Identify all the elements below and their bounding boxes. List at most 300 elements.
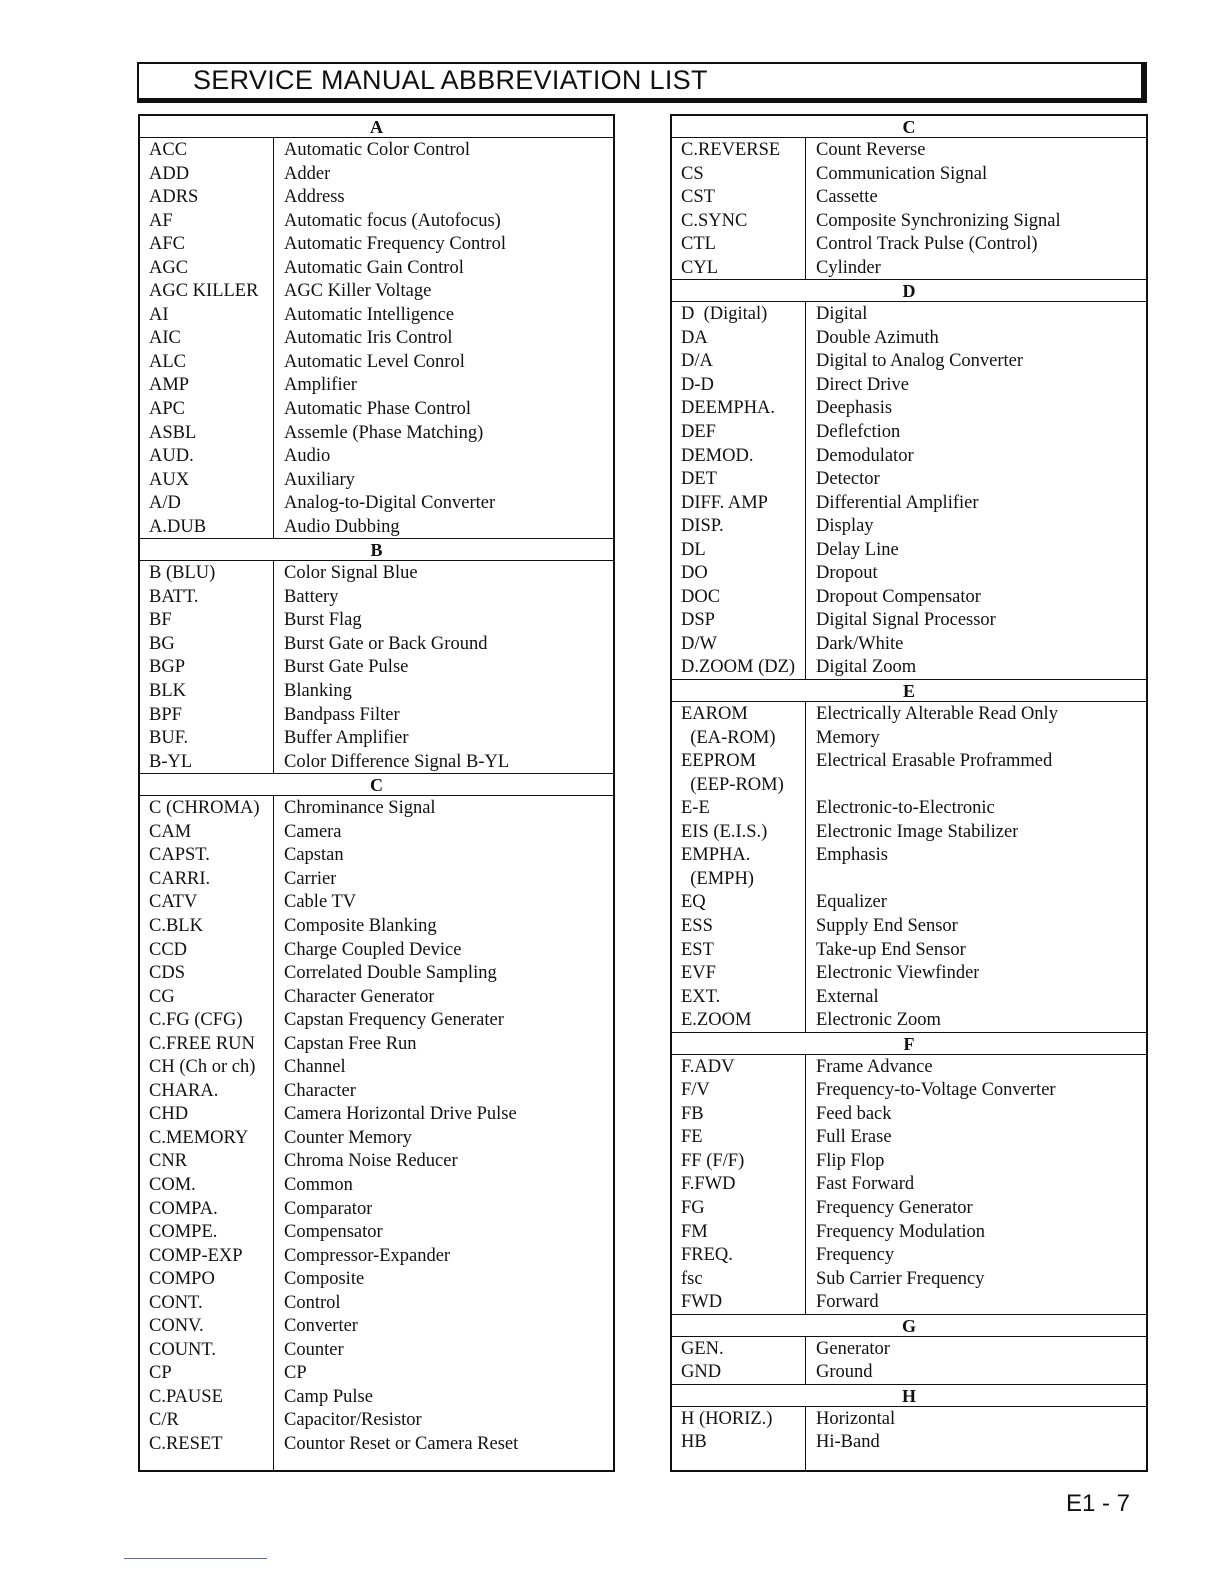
- abbreviation-meaning: Fast Forward: [816, 1174, 915, 1195]
- abbreviation-meaning: Direct Drive: [816, 374, 909, 395]
- section-d: [672, 279, 1146, 679]
- abbreviation-meaning: Character Generator: [284, 986, 435, 1007]
- abbreviation-meaning: Composite Blanking: [284, 915, 437, 936]
- abbreviation-meaning: Compensator: [284, 1222, 383, 1243]
- footer-link-line: [124, 1558, 267, 1559]
- abbreviation-row: [140, 1055, 613, 1079]
- abbreviation: DIFF. AMP: [672, 491, 806, 515]
- abbreviation-row: [140, 985, 613, 1009]
- abbreviation-row: [672, 1243, 1146, 1267]
- abbreviation-row: [672, 655, 1146, 679]
- abbreviation-meaning: Communication Signal: [816, 163, 988, 184]
- abbreviation: EXT.: [672, 985, 806, 1009]
- abbreviation-meaning: Memory: [816, 727, 880, 748]
- abbreviation: HB: [672, 1430, 806, 1454]
- abbreviation-meaning: Full Erase: [816, 1127, 892, 1148]
- abbreviation: AFC: [140, 232, 274, 256]
- abbreviation-meaning: Capstan Frequency Generater: [284, 1010, 504, 1031]
- abbreviation: (EEP-ROM): [672, 773, 806, 797]
- abbreviation: COMPO: [140, 1267, 274, 1291]
- abbreviation-row: [672, 1078, 1146, 1102]
- abbreviation-row: [140, 515, 613, 539]
- abbreviation-meaning: Auxiliary: [284, 469, 355, 490]
- abbreviation-meaning: Adder: [284, 163, 331, 184]
- abbreviation-row: [672, 349, 1146, 373]
- abbreviation: BUF.: [140, 726, 274, 750]
- abbreviation-row: [140, 867, 613, 891]
- abbreviation-row: [672, 1267, 1146, 1291]
- abbreviation-meaning: Burst Gate or Back Ground: [284, 633, 488, 654]
- abbreviation: B-YL: [140, 750, 274, 774]
- abbreviation-row: [672, 162, 1146, 186]
- abbreviation: BG: [140, 632, 274, 656]
- abbreviation: CP: [140, 1361, 274, 1385]
- abbreviation: BF: [140, 608, 274, 632]
- abbreviation-row: [672, 1172, 1146, 1196]
- abbreviation-meaning: Digital Zoom: [816, 657, 917, 678]
- abbreviation-row: [672, 1430, 1146, 1454]
- abbreviation: D/A: [672, 349, 806, 373]
- abbreviation: (EA-ROM): [672, 726, 806, 750]
- abbreviation-meaning: Automatic Color Control: [284, 140, 471, 160]
- abbreviation-meaning: Electrically Alterable Read Only: [816, 704, 1058, 725]
- abbreviation: ADRS: [140, 185, 274, 209]
- abbreviation-meaning: Burst Gate Pulse: [284, 657, 409, 678]
- abbreviation: CDS: [140, 961, 274, 985]
- abbreviation-meaning: Sub Carrier Frequency: [816, 1268, 985, 1289]
- abbreviation-row: [672, 1055, 1146, 1079]
- abbreviation: AUX: [140, 468, 274, 492]
- abbreviation: F.FWD: [672, 1172, 806, 1196]
- abbreviation-meaning: Capacitor/Resistor: [284, 1410, 422, 1431]
- abbreviation: CHD: [140, 1102, 274, 1126]
- abbreviation-meaning: Color Difference Signal B-YL: [284, 751, 510, 772]
- abbreviation-row: [140, 232, 613, 256]
- abbreviation: CTL: [672, 232, 806, 256]
- abbreviation: C/R: [140, 1408, 274, 1432]
- abbreviation-meaning: Frame Advance: [816, 1056, 933, 1077]
- abbreviation: BPF: [140, 703, 274, 727]
- abbreviation-row: [672, 796, 1146, 820]
- page-title: SERVICE MANUAL ABBREVIATION LIST: [193, 65, 708, 95]
- abbreviation: A.DUB: [140, 515, 274, 539]
- abbreviation-row: [140, 1314, 613, 1338]
- abbreviation-meaning: Composite Synchronizing Signal: [816, 210, 1061, 231]
- abbreviation-row: [140, 326, 613, 350]
- abbreviation-row: [672, 326, 1146, 350]
- abbreviation-row: [140, 726, 613, 750]
- abbreviation-meaning: Assemle (Phase Matching): [284, 422, 484, 443]
- abbreviation: COUNT.: [140, 1338, 274, 1362]
- abbreviation-meaning: Delay Line: [816, 539, 899, 560]
- section-header: C: [672, 116, 1146, 138]
- abbreviation-row: [672, 491, 1146, 515]
- abbreviation-meaning: Carrier: [284, 868, 337, 889]
- abbreviation: C.PAUSE: [140, 1385, 274, 1409]
- abbreviation-meaning: Chroma Noise Reducer: [284, 1151, 458, 1172]
- abbreviation-table-right: [670, 114, 1148, 1472]
- section-header: H: [672, 1384, 1146, 1407]
- abbreviation-meaning: Amplifier: [284, 375, 357, 396]
- abbreviation-row: [672, 890, 1146, 914]
- abbreviation: (EMPH): [672, 867, 806, 891]
- table-filler: [672, 1454, 1146, 1470]
- abbreviation-meaning: Double Azimuth: [816, 327, 939, 348]
- abbreviation-meaning: Camp Pulse: [284, 1386, 373, 1407]
- abbreviation-row: [140, 914, 613, 938]
- abbreviation: DEMOD.: [672, 444, 806, 468]
- abbreviation-meaning: Emphasis: [816, 845, 888, 866]
- abbreviation-row: [672, 1102, 1146, 1126]
- abbreviation-meaning: Electronic-to-Electronic: [816, 798, 995, 819]
- abbreviation: CATV: [140, 890, 274, 914]
- abbreviation-row: [672, 302, 1146, 326]
- abbreviation: DOC: [672, 585, 806, 609]
- abbreviation-row: [140, 303, 613, 327]
- abbreviation-meaning: Channel: [284, 1057, 346, 1078]
- abbreviation-meaning: Bandpass Filter: [284, 704, 400, 725]
- abbreviation-row: [672, 1008, 1146, 1032]
- abbreviation-row: [140, 561, 613, 585]
- page-number: E1 - 7: [1066, 1490, 1131, 1517]
- abbreviation-meaning: Electronic Zoom: [816, 1010, 941, 1031]
- abbreviation-meaning: Battery: [284, 586, 339, 607]
- abbreviation-meaning: Camera Horizontal Drive Pulse: [284, 1104, 517, 1125]
- abbreviation-row: [140, 162, 613, 186]
- abbreviation: DEEMPHA.: [672, 396, 806, 420]
- section-header: E: [672, 679, 1146, 702]
- abbreviation: CYL: [672, 256, 806, 280]
- abbreviation: fsc: [672, 1267, 806, 1291]
- abbreviation-meaning: Cable TV: [284, 892, 357, 913]
- abbreviation-row: [140, 397, 613, 421]
- abbreviation-row: [140, 491, 613, 515]
- abbreviation-meaning: Counter Memory: [284, 1127, 412, 1148]
- abbreviation: D-D: [672, 373, 806, 397]
- abbreviation: C (CHROMA): [140, 796, 274, 820]
- abbreviation-row: [140, 279, 613, 303]
- section-header: D: [672, 279, 1146, 302]
- abbreviation: A/D: [140, 491, 274, 515]
- abbreviation-meaning: Cassette: [816, 187, 878, 208]
- abbreviation-row: [140, 750, 613, 774]
- abbreviation: CONT.: [140, 1291, 274, 1315]
- abbreviation: FF (F/F): [672, 1149, 806, 1173]
- title-box: [137, 62, 1147, 103]
- abbreviation-meaning: Dropout: [816, 563, 878, 584]
- abbreviation-meaning: Burst Flag: [284, 610, 362, 631]
- abbreviation: COMPE.: [140, 1220, 274, 1244]
- abbreviation-meaning: Composite: [284, 1269, 365, 1290]
- abbreviation-meaning: Automatic Level Conrol: [284, 351, 465, 372]
- abbreviation-row: [672, 232, 1146, 256]
- abbreviation: CAM: [140, 820, 274, 844]
- abbreviation-row: [672, 1149, 1146, 1173]
- abbreviation-row: [672, 138, 1146, 162]
- abbreviation: AIC: [140, 326, 274, 350]
- abbreviation-meaning: Blanking: [284, 681, 352, 702]
- abbreviation: FB: [672, 1102, 806, 1126]
- abbreviation-row: [672, 1196, 1146, 1220]
- abbreviation-meaning: Electronic Viewfinder: [816, 963, 980, 984]
- abbreviation-row: [140, 1291, 613, 1315]
- abbreviation-row: [140, 938, 613, 962]
- abbreviation-meaning: Control Track Pulse (Control): [816, 234, 1038, 255]
- abbreviation-row: [140, 1361, 613, 1385]
- section-header: B: [140, 538, 613, 561]
- abbreviation-row: [140, 185, 613, 209]
- abbreviation: CARRI.: [140, 867, 274, 891]
- abbreviation: BATT.: [140, 585, 274, 609]
- abbreviation-meaning: Buffer Amplifier: [284, 728, 409, 749]
- abbreviation-meaning: Automatic focus (Autofocus): [284, 210, 501, 231]
- abbreviation-meaning: Analog-to-Digital Converter: [284, 493, 496, 514]
- abbreviation: EEPROM: [672, 749, 806, 773]
- abbreviation: E.ZOOM: [672, 1008, 806, 1032]
- abbreviation-meaning: External: [816, 986, 879, 1007]
- abbreviation: CH (Ch or ch): [140, 1055, 274, 1079]
- abbreviation-row: [672, 702, 1146, 726]
- abbreviation-meaning: Charge Coupled Device: [284, 939, 462, 960]
- abbreviation-row: [140, 1408, 613, 1432]
- abbreviation-meaning: Detector: [816, 469, 880, 490]
- abbreviation-meaning: Frequency-to-Voltage Converter: [816, 1080, 1056, 1101]
- abbreviation: FM: [672, 1220, 806, 1244]
- abbreviation-meaning: Frequency: [816, 1245, 895, 1266]
- section-c: [672, 116, 1146, 279]
- abbreviation-row: [672, 820, 1146, 844]
- abbreviation-meaning: Dark/White: [816, 633, 904, 654]
- section-header: F: [672, 1032, 1146, 1055]
- abbreviation-row: [672, 1407, 1146, 1431]
- abbreviation-meaning: Address: [284, 187, 345, 208]
- abbreviation-row: [672, 726, 1146, 750]
- abbreviation-meaning: Differential Amplifier: [816, 492, 979, 513]
- abbreviation-meaning: Generator: [816, 1338, 890, 1359]
- abbreviation-row: [140, 350, 613, 374]
- abbreviation: AF: [140, 209, 274, 233]
- abbreviation: AGC KILLER: [140, 279, 274, 303]
- abbreviation-meaning: Automatic Intelligence: [284, 304, 455, 325]
- abbreviation-row: [140, 703, 613, 727]
- abbreviation-meaning: Color Signal Blue: [284, 563, 418, 584]
- abbreviation-row: [140, 256, 613, 280]
- section-a: [140, 116, 613, 538]
- abbreviation-row: [140, 655, 613, 679]
- abbreviation: DL: [672, 538, 806, 562]
- abbreviation-row: [672, 396, 1146, 420]
- abbreviation-row: [140, 444, 613, 468]
- abbreviation-meaning: Horizontal: [816, 1408, 896, 1429]
- abbreviation: EVF: [672, 961, 806, 985]
- abbreviation-row: [140, 421, 613, 445]
- abbreviation-meaning: Automatic Phase Control: [284, 399, 472, 420]
- abbreviation-meaning: Dropout Compensator: [816, 586, 981, 607]
- abbreviation-meaning: Converter: [284, 1316, 358, 1337]
- abbreviation: COMPA.: [140, 1197, 274, 1221]
- abbreviation-row: [140, 961, 613, 985]
- abbreviation-row: [140, 585, 613, 609]
- abbreviation-row: [672, 585, 1146, 609]
- abbreviation: DSP: [672, 608, 806, 632]
- abbreviation-row: [672, 1125, 1146, 1149]
- abbreviation-meaning: Display: [816, 516, 874, 537]
- abbreviation-row: [672, 209, 1146, 233]
- abbreviation-row: [672, 914, 1146, 938]
- section-c: [140, 773, 613, 1455]
- abbreviation-meaning: Count Reverse: [816, 140, 926, 160]
- abbreviation: D.ZOOM (DZ): [672, 655, 806, 679]
- abbreviation-meaning: Demodulator: [816, 445, 914, 466]
- abbreviation: FWD: [672, 1290, 806, 1314]
- abbreviation: F.ADV: [672, 1055, 806, 1079]
- abbreviation-row: [672, 467, 1146, 491]
- abbreviation-table-left: [138, 114, 615, 1472]
- section-b: [140, 538, 613, 773]
- abbreviation-row: [140, 468, 613, 492]
- abbreviation-row: [140, 1126, 613, 1150]
- abbreviation: C.FG (CFG): [140, 1008, 274, 1032]
- abbreviation-row: [672, 938, 1146, 962]
- abbreviation-meaning: Digital to Analog Converter: [816, 351, 1024, 372]
- section-header: C: [140, 773, 613, 796]
- abbreviation-row: [140, 820, 613, 844]
- abbreviation-row: [672, 1337, 1146, 1361]
- abbreviation: B (BLU): [140, 561, 274, 585]
- abbreviation: DO: [672, 561, 806, 585]
- abbreviation-meaning: Frequency Generator: [816, 1197, 973, 1218]
- abbreviation-row: [672, 773, 1146, 797]
- abbreviation: H (HORIZ.): [672, 1407, 806, 1431]
- abbreviation-row: [140, 1102, 613, 1126]
- abbreviation: ASBL: [140, 421, 274, 445]
- abbreviation: CONV.: [140, 1314, 274, 1338]
- abbreviation: BLK: [140, 679, 274, 703]
- abbreviation: EAROM: [672, 702, 806, 726]
- abbreviation: CNR: [140, 1149, 274, 1173]
- abbreviation: GEN.: [672, 1337, 806, 1361]
- abbreviation-row: [140, 1220, 613, 1244]
- abbreviation-meaning: Deephasis: [816, 398, 893, 419]
- abbreviation-meaning: Capstan: [284, 845, 344, 866]
- abbreviation: AMP: [140, 373, 274, 397]
- abbreviation-meaning: Supply End Sensor: [816, 915, 958, 936]
- abbreviation: CAPST.: [140, 843, 274, 867]
- abbreviation-row: [140, 209, 613, 233]
- abbreviation-meaning: Feed back: [816, 1103, 892, 1124]
- abbreviation-meaning: Electronic Image Stabilizer: [816, 821, 1019, 842]
- abbreviation-row: [140, 843, 613, 867]
- abbreviation-meaning: Comparator: [284, 1198, 373, 1219]
- abbreviation: AUD.: [140, 444, 274, 468]
- abbreviation-meaning: Cylinder: [816, 257, 881, 278]
- abbreviation: DEF: [672, 420, 806, 444]
- abbreviation: DISP.: [672, 514, 806, 538]
- abbreviation-meaning: Camera: [284, 821, 342, 842]
- abbreviation-meaning: Control: [284, 1292, 341, 1313]
- abbreviation-meaning: Forward: [816, 1292, 879, 1313]
- abbreviation-meaning: Equalizer: [816, 892, 887, 913]
- abbreviation-row: [672, 1290, 1146, 1314]
- abbreviation: FG: [672, 1196, 806, 1220]
- abbreviation-meaning: CP: [284, 1363, 307, 1384]
- abbreviation: E-E: [672, 796, 806, 820]
- abbreviation: D (Digital): [672, 302, 806, 326]
- abbreviation-row: [140, 632, 613, 656]
- abbreviation-row: [672, 843, 1146, 867]
- abbreviation-row: [672, 867, 1146, 891]
- abbreviation-meaning: Electrical Erasable Proframmed: [816, 751, 1053, 772]
- abbreviation-row: [672, 1220, 1146, 1244]
- abbreviation-row: [140, 1267, 613, 1291]
- abbreviation-meaning: Countor Reset or Camera Reset: [284, 1433, 519, 1454]
- abbreviation: EMPHA.: [672, 843, 806, 867]
- abbreviation-row: [140, 138, 613, 162]
- abbreviation-row: [140, 890, 613, 914]
- abbreviation-meaning: Character: [284, 1080, 356, 1101]
- abbreviation-meaning: Frequency Modulation: [816, 1221, 986, 1242]
- abbreviation-meaning: Take-up End Sensor: [816, 939, 966, 960]
- abbreviation: C.REVERSE: [672, 138, 806, 162]
- abbreviation-meaning: Ground: [816, 1362, 873, 1383]
- abbreviation-row: [672, 1360, 1146, 1384]
- abbreviation-meaning: Common: [284, 1174, 353, 1195]
- abbreviation-row: [140, 1385, 613, 1409]
- abbreviation-row: [140, 1149, 613, 1173]
- abbreviation: FE: [672, 1125, 806, 1149]
- abbreviation: AGC: [140, 256, 274, 280]
- abbreviation-meaning: [806, 867, 816, 891]
- abbreviation: D/W: [672, 632, 806, 656]
- abbreviation-row: [140, 679, 613, 703]
- abbreviation-meaning: Automatic Gain Control: [284, 257, 464, 278]
- abbreviation-row: [672, 185, 1146, 209]
- abbreviation: ESS: [672, 914, 806, 938]
- abbreviation-row: [140, 1079, 613, 1103]
- abbreviation-row: [140, 608, 613, 632]
- abbreviation-row: [140, 1432, 613, 1456]
- abbreviation: CS: [672, 162, 806, 186]
- abbreviation-row: [672, 256, 1146, 280]
- section-e: [672, 679, 1146, 1032]
- abbreviation-row: [140, 1338, 613, 1362]
- abbreviation: EQ: [672, 890, 806, 914]
- abbreviation: EIS (E.I.S.): [672, 820, 806, 844]
- section-f: [672, 1032, 1146, 1314]
- abbreviation-meaning: Automatic Iris Control: [284, 328, 453, 349]
- abbreviation-meaning: AGC Killer Voltage: [284, 281, 432, 302]
- abbreviation-row: [140, 1244, 613, 1268]
- abbreviation: C.BLK: [140, 914, 274, 938]
- abbreviation: AI: [140, 303, 274, 327]
- abbreviation: ACC: [140, 138, 274, 162]
- abbreviation: DA: [672, 326, 806, 350]
- abbreviation-row: [672, 561, 1146, 585]
- abbreviation-meaning: Chrominance Signal: [284, 798, 436, 819]
- abbreviation-row: [140, 796, 613, 820]
- abbreviation: CST: [672, 185, 806, 209]
- abbreviation-row: [140, 1173, 613, 1197]
- abbreviation: CCD: [140, 938, 274, 962]
- abbreviation: C.SYNC: [672, 209, 806, 233]
- abbreviation-row: [140, 1008, 613, 1032]
- abbreviation: C.FREE RUN: [140, 1032, 274, 1056]
- abbreviation-row: [672, 538, 1146, 562]
- abbreviation-meaning: Flip Flop: [816, 1150, 885, 1171]
- abbreviation-row: [140, 1197, 613, 1221]
- abbreviation: CG: [140, 985, 274, 1009]
- abbreviation-meaning: Digital Signal Processor: [816, 610, 996, 631]
